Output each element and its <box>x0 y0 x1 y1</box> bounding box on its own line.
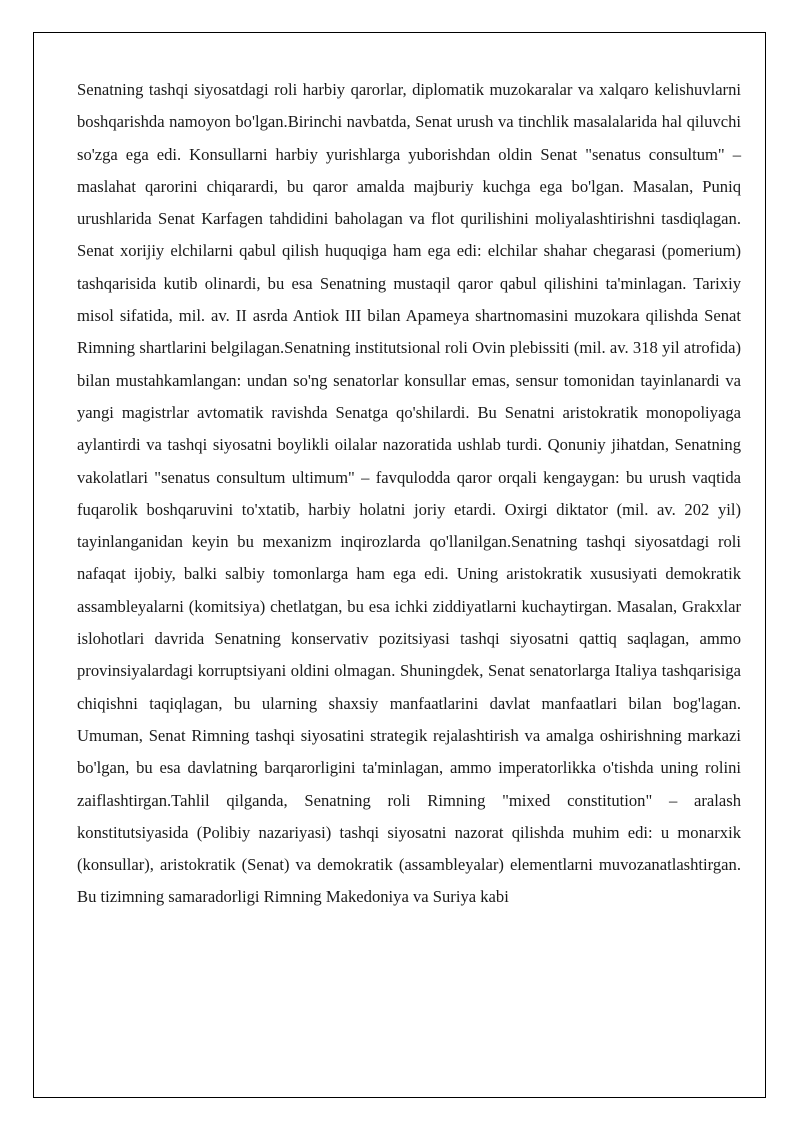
body-paragraph: Senatning tashqi siyosatdagi roli harbiy qarorlar, diplomatik muzokaralar va xalqaro kelishuvlarni boshqarishda namoyon bo'lgan.Birinchi navbatda, Senat urush va tinchlik masalalarida hal qiluvchi so'zga ega edi. Konsullarni harbiy yurishlarga yuborishdan oldin Senat "senatus consultum" – maslahat qarorini chiqarardi, bu qaror amalda majburiy kuchga ega bo'lgan. Masalan, Puniq urushlarida Senat Karfagen tahdidini baholagan va flot qurilishini moliyalashtirishni tasdiqlagan. Senat xorijiy elchilarni qabul qilish huquqiga ham ega edi: elchilar shahar chegarasi (pomerium) tashqarisida kutib olinardi, bu esa Senatning mustaqil qaror qabul qilishini ta'minlagan. Tarixiy misol sifatida, mil. av. II asrda Antiok III bilan Apameya shartnomasini muzokara qilishda Senat Rimning shartlarini belgilagan.Senatning institutsional roli Ovin plebissiti (mil. av. 318 yil atrofida) bilan mustahkamlangan: undan so'ng senatorlar konsullar emas, sensur tomonidan tayinlanardi va yangi magistrlar avtomatik ravishda Senatga qo'shilardi. Bu Senatni aristokratik monopoliyaga aylantirdi va tashqi siyosatni boylikli oilalar nazoratida ushlab turdi. Qonuniy jihatdan, Senatning vakolatlari "senatus consultum ultimum" – favqulodda qaror orqali kengaygan: bu urush vaqtida fuqarolik boshqaruvini to'xtatib, harbiy holatni joriy etardi. Oxirgi diktator (mil. av. 202 yil) tayinlanganidan keyin bu mexanizm inqirozlarda qo'llanilgan.Senatning tashqi siyosatdagi roli nafaqat ijobiy, balki salbiy tomonlarga ham ega edi. Uning aristokratik xususiyati demokratik assambleyalarni (komitsiya) chetlatgan, bu esa ichki ziddiyatlarni kuchaytirgan. Masalan, Grakxlar islohotlari davrida Senatning konservativ pozitsiyasi tashqi siyosatni qattiq saqlagan, ammo provinsiyalardagi korruptsiyani oldini olmagan. Shuningdek, Senat senatorlarga Italiya tashqarisiga chiqishni taqiqlagan, bu ularning shaxsiy manfaatlarini davlat manfaatlari bilan bog'lagan. Umuman, Senat Rimning tashqi siyosatini strategik rejalashtirish va amalga oshirishning markazi bo'lgan, bu esa davlatning barqarorligini ta'minlagan, ammo imperatorlikka o'tishda uning rolini zaiflashtirgan.Tahlil qilganda, Senatning roli Rimning "mixed constitution" – aralash konstitutsiyasida (Polibiy nazariyasi) tashqi siyosatni nazorat qilishda muhim edi: u monarxik (konsullar), aristokratik (Senat) va demokratik (assambleyalar) elementlarni muvozanatlashtirgan. Bu tizimning samaradorligi Rimning Makedoniya va Suriya kabi <box>77 80 741 907</box>
